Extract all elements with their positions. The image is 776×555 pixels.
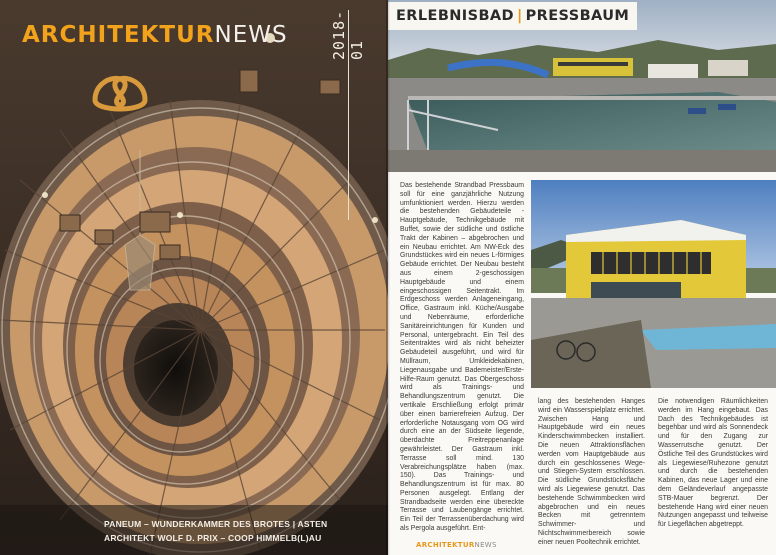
footer-logo-news: NEWS	[474, 541, 497, 549]
masthead-news: NEWS	[214, 22, 288, 48]
article-column-2: lang des bestehenden Hanges wird ein Wasserspielplatz errichtet. Zwischen Hang und Hauptgebäude wird ein neues Kinderschwimmbecken installiert. Die neuen Attraktionsflächen werden vom Hauptgebäude aus durch ein geschlossenes Wege- und Stiegen-System erschlossen. Die südliche Grundstücksfläche wird als Liegewiese genutzt. Das bestehende Schwimmbecken wird abgebrochen und ein neues Becken mit getrenntem Schwimmer- und Nichtschwimmerbereich sowie einer neuen Pooltechnik errichtet.	[538, 398, 645, 546]
cover-caption-line2: ARCHITEKT WOLF D. PRIX – COOP HIMMELB(L)AU	[104, 533, 322, 543]
article-column-1: Das bestehende Strandbad Pressbaum soll für eine ganzjährliche Nutzung umfunktioniert werden. Hierzu werden die bestehenden Gebäudeteile - Hauptgebäude, Technikgebäude mit Buffet, sowie der südliche und östliche Trakt der Kabinen – abgebrochen und ein Neubau errichtet. Am NW-Eck des Grundstückes wird ein neues L-förmiges Gebäude errichtet. Der Neubau besteht aus einem 2-geschossigen Hauptgebäude und einem eingeschossigen Seitentrakt. Im Erdgeschoss werden Anlageneingang, Office, Gastraum inkl. Küche/Ausgabe und Nebenräume, erforderliche Sanitäreinrichtungen für Kunden und Personal, untergebracht. Ein Teil des Seitentraktes wird als nicht beheizter Gebäudeteil ausgeführt, und wird für Müllraum, Umkleidekabinen, Liegenausgabe und Bademeister/Erste-Hilfe-Raum genutzt. Das Obergeschoss wird als Trainings- und Behandlungszentrum genutzt. Die vertikale Erschließung erfolgt primär über einen barrierefreien Aufzug. Der erforderliche Notausgang vom OG wird durch eine an der Südseite liegende, überdachte Freitreppenanlage gewährleistet. Der Gastraum inkl. Terrasse soll mind. 130 Verabreichungsplätze haben (max. 150). Das Trainings- und Behandlungszentrum ist für max. 80 Personen ausgelegt. Entlang der Strandbadseite werden eine übereckte Terrasse und Laubengänge errichtet. Ein Teil der Terrassenüberdachung wird als Pergola ausgeführt. Ent-	[400, 182, 524, 533]
cover-caption-line1: PANEUM – WUNDERKAMMER DES BROTES | ASTEN	[104, 519, 328, 529]
footer-logo	[416, 541, 497, 549]
article-title	[388, 2, 637, 30]
footer-logo-architektur: ARCHITEKTUR	[416, 541, 475, 549]
title-part-pressbaum: PRESSBAUM	[525, 8, 630, 24]
cover-caption	[104, 517, 327, 545]
title-separator: |	[516, 8, 523, 24]
spine-shadow	[386, 0, 390, 555]
title-part-erlebnisbad: ERLEBNISBAD	[396, 8, 514, 24]
article-page	[388, 0, 776, 555]
issue-number: 2018-01	[330, 9, 366, 60]
masthead-architektur: ARCHITEKTUR	[22, 22, 215, 48]
article-column-3: Die notwendigen Räumlichkeiten werden im Hang eingebaut. Das Dach des Technikgebäudes ist begehbar und wird als Sonnendeck und für den Zugang zur Wasserrutsche genutzt. Der Östliche Teil des Grundstückes wird als Liegewiese/Ruhezone genutzt und durch die bestehenden Kabinen, das neue Lager und eine dem Geländeverlauf angepasste STB-Mauer begrenzt. Der bestehende Hang wird einer neuen Nutzungen angepasst und teilweise für Liegeflächen abgetreppt.	[658, 398, 768, 529]
magazine-masthead	[22, 22, 288, 48]
new-building-photo	[531, 180, 776, 388]
